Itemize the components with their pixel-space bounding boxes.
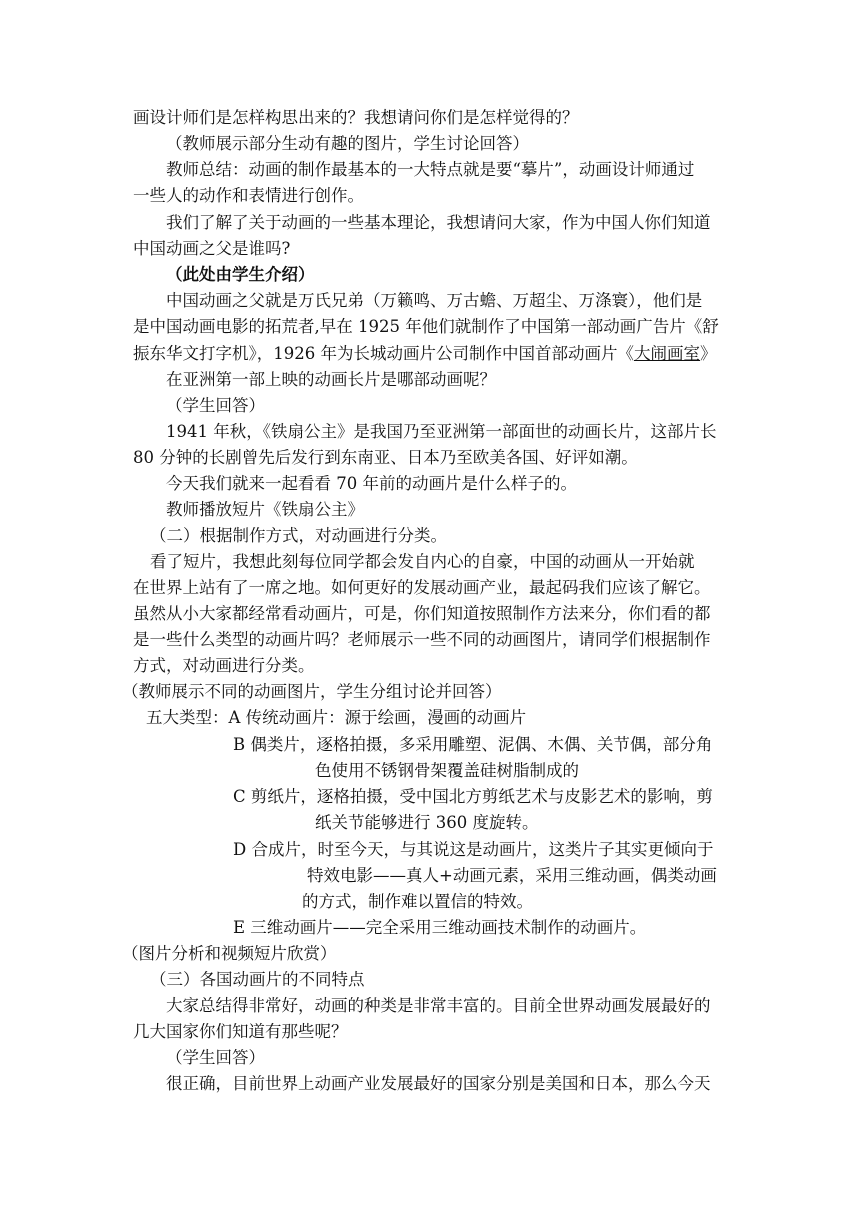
- text-line: （学生回答）: [166, 396, 265, 415]
- text-line: 看了短片，我想此刻每位同学都会发自内心的自豪，中国的动画从一开始就: [150, 552, 695, 571]
- list-item-continuation: 的方式，制作难以置信的特效。: [302, 892, 533, 911]
- list-item: B 偶类片，逐格拍摄，多采用雕塑、泥偶、木偶、关节偶，部分角: [233, 735, 713, 754]
- text-line: 中国动画之父就是万氏兄弟（万籁鸣、万古蟾、万超尘、万涤寰），他们是: [166, 291, 703, 310]
- text-line: 我们了解了关于动画的一些基本理论，我想请问大家，作为中国人你们知道: [166, 213, 711, 232]
- text-line: 中国动画之父是谁吗?: [133, 239, 291, 258]
- text-line: 在亚洲第一部上映的动画长片是哪部动画呢？: [166, 370, 496, 389]
- text-line: （学生回答）: [166, 1048, 265, 1067]
- text-line: 画设计师们是怎样构思出来的？我想请问你们是怎样觉得的？: [133, 108, 579, 127]
- text-line: 很正确，目前世界上动画产业发展最好的国家分别是美国和日本，那么今天: [166, 1074, 711, 1093]
- text-line: （教师展示不同的动画图片，学生分组讨论并回答）: [122, 682, 502, 701]
- text-line: （图片分析和视频短片欣赏）: [122, 944, 337, 963]
- underlined-title: 大闹画室: [634, 344, 700, 363]
- text-line-bold: （此处由学生介绍）: [166, 265, 315, 284]
- text-line: （教师展示部分生动有趣的图片，学生讨论回答）: [166, 134, 529, 153]
- text-line: 虽然从小大家都经常看动画片，可是，你们知道按照制作方法来分，你们看的都: [133, 604, 711, 623]
- text-line: 1941 年秋，《铁扇公主》是我国乃至亚洲第一部面世的动画长片，这部片长: [166, 422, 717, 441]
- text-line: 一些人的动作和表情进行创作。: [133, 186, 364, 205]
- list-item: C 剪纸片，逐格拍摄，受中国北方剪纸艺术与皮影艺术的影响，剪: [233, 787, 713, 806]
- list-heading: 五大类型：A 传统动画片：源于绘画，漫画的动画片: [146, 708, 527, 727]
- text-line: 教师播放短片《铁扇公主》: [166, 500, 364, 519]
- list-item: E 三维动画片——完全采用三维动画技术制作的动画片。: [233, 918, 647, 937]
- text-line: 是一些什么类型的动画片吗？老师展示一些不同的动画图片，请同学们根据制作: [133, 630, 711, 649]
- list-item-continuation: 特效电影——真人+动画元素，采用三维动画，偶类动画: [307, 866, 717, 885]
- section-heading: （二）根据制作方式，对动画进行分类。: [150, 526, 447, 545]
- text-line: 在世界上站有了一席之地。如何更好的发展动画产业，最起码我们应该了解它。: [133, 578, 711, 597]
- list-item: D 合成片，时至今天，与其说这是动画片，这类片子其实更倾向于: [233, 840, 714, 859]
- text-run: 》: [700, 344, 717, 363]
- section-heading: （三）各国动画片的不同特点: [150, 970, 365, 989]
- text-line: 方式，对动画进行分类。: [133, 656, 315, 675]
- list-item-continuation: 纸关节能够进行 360 度旋转。: [315, 813, 539, 832]
- text-run: 振东华文打字机》，1926 年为长城动画片公司制作中国首部动画片《: [133, 344, 634, 363]
- list-item-continuation: 色使用不锈钢骨架覆盖硅树脂制成的: [315, 761, 579, 780]
- text-line: 是中国动画电影的拓荒者,早在 1925 年他们就制作了中国第一部动画广告片《舒: [133, 317, 719, 336]
- text-line: 今天我们就来一起看看 70 年前的动画片是什么样子的。: [166, 474, 577, 493]
- text-line: 80 分钟的长剧曾先后发行到东南亚、日本乃至欧美各国、好评如潮。: [133, 448, 638, 467]
- text-line: 教师总结：动画的制作最基本的一大特点就是要“摹片”，动画设计师通过: [166, 160, 695, 179]
- text-line: 几大国家你们知道有那些呢？: [133, 1022, 348, 1041]
- text-line: [133, 344, 717, 364]
- text-line: 大家总结得非常好，动画的种类是非常丰富的。目前全世界动画发展最好的: [166, 996, 711, 1015]
